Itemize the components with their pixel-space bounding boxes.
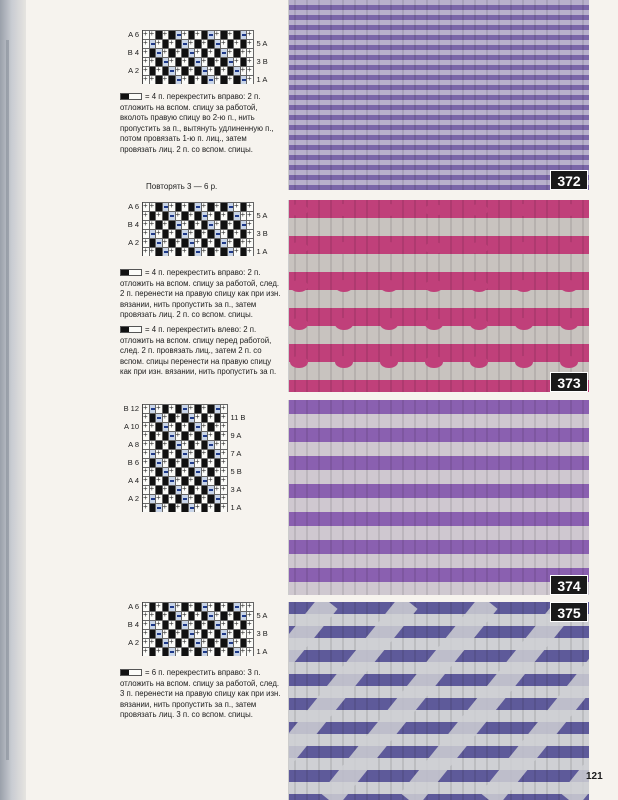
cable-bump	[380, 204, 398, 216]
row-label-left: B 6	[127, 458, 139, 467]
description-text: = 6 п. перекрестить вправо: 3 п. отложить на вспом. спицу за работой, след. 3 п. перенести на правую спицу как при изн. вязании, нить пропустить за п., затем провязать лиц. 3 п. со вспом. спицы.	[120, 668, 281, 720]
stitch-grid-row	[142, 404, 228, 413]
stitch-cell	[221, 503, 228, 512]
row-label-left: A 2	[128, 66, 139, 75]
stitch-grid-row	[142, 75, 254, 84]
swatch-374	[288, 400, 588, 595]
cable-bump	[290, 318, 308, 330]
pattern-number-375: 375	[550, 602, 588, 622]
cross-left-symbol-icon	[120, 326, 142, 333]
stitch-grid-row	[142, 647, 254, 656]
repeat-note: Повторять 3 — 6 р.	[146, 182, 218, 191]
cable-bump	[290, 280, 308, 292]
row-label-right: 9 A	[230, 431, 242, 440]
cable-bump	[290, 204, 308, 216]
knit-swatch-372-image	[289, 0, 589, 190]
cross-right-symbol-icon	[120, 93, 142, 100]
cable-bump	[335, 280, 353, 292]
chart-row	[120, 75, 290, 84]
pattern-373-description-2	[120, 325, 282, 378]
knit-swatch-374-image	[289, 400, 589, 595]
pattern-375-chart-section	[120, 602, 290, 721]
swatch-375	[288, 602, 588, 800]
row-label-left: A 6	[128, 202, 139, 211]
cable-bump	[515, 280, 533, 292]
stitch-grid-row	[142, 247, 254, 256]
description-text: = 4 п. перекрестить вправо: 2 п. отложить на вспом. спицу за работой, след. 2 п. перенести на правую спицу как при изн. вязании, нить пропустить за п., затем провязать лиц. 2 п. со вспом. спицы.	[120, 268, 281, 320]
binding-stripe	[6, 40, 9, 760]
stitch-grid-row	[142, 485, 228, 494]
pattern-373-description-1	[120, 268, 282, 321]
cable-bump	[470, 280, 488, 292]
row-label-right: 3 B	[256, 229, 268, 238]
row-label-left: A 10	[123, 422, 139, 431]
row-label-right: 1 A	[256, 647, 268, 656]
cable-bump	[380, 356, 398, 368]
knit-swatch-375-image	[289, 602, 589, 800]
stitch-cell	[247, 647, 254, 656]
cable-bump	[425, 280, 443, 292]
row-label-right: 1 A	[256, 75, 268, 84]
pattern-372-description	[120, 92, 282, 156]
row-label-right: 1 A	[230, 503, 242, 512]
cable-bump	[515, 242, 533, 254]
row-label-right: 5 A	[256, 39, 268, 48]
cable-bump	[380, 242, 398, 254]
row-label-left: A 6	[128, 602, 139, 611]
pattern-372-chart-section	[120, 30, 290, 156]
row-label-left: A 6	[128, 30, 139, 39]
description-text: = 4 п. перекрестить вправо: 2 п. отложить на вспом. спицу за работой, вколоть правую спицу во 2-ю п., нить пропустить за п., вытянуть удлиненную п., потом провязать 1-ю п. лиц., затем провязать лиц. 2 п. со вспом. спицы.	[120, 92, 274, 154]
chart-372	[120, 30, 290, 84]
cable-bump	[560, 356, 578, 368]
cable-bump	[425, 318, 443, 330]
stitch-grid-row	[142, 440, 228, 449]
stitch-grid-row	[142, 467, 228, 476]
row-label-right: 3 B	[256, 57, 268, 66]
row-label-right: 1 A	[256, 247, 268, 256]
cable-bump	[335, 356, 353, 368]
swatch-373	[288, 200, 588, 392]
cable-bump	[470, 318, 488, 330]
cable-bump	[515, 318, 533, 330]
pattern-number-374: 374	[550, 575, 588, 595]
row-label-left: A 2	[128, 494, 139, 503]
row-label-right: 5 A	[256, 211, 268, 220]
cable-bump	[290, 356, 308, 368]
description-text: = 4 п. перекрестить влево: 2 п. отложить на вспом. спицу перед работой, след. 2 п. провязать лиц., затем 2 п. со вспом. спицы перенести на правую спицу как при изн. вязании, нить пропустить за п.	[120, 324, 277, 377]
row-label-left: B 4	[127, 48, 139, 57]
stitch-grid-row	[142, 449, 228, 458]
row-label-left: B 4	[127, 620, 139, 629]
knit-swatch-373-image	[289, 200, 589, 392]
pattern-374-chart-section	[120, 404, 290, 512]
row-label-right: 11 B	[230, 413, 246, 422]
row-label-left: A 8	[128, 440, 139, 449]
stitch-cell	[247, 75, 254, 84]
row-label-left: A 4	[128, 476, 139, 485]
row-label-left: A 2	[128, 638, 139, 647]
row-label-left: B 12	[123, 404, 139, 413]
chart-375	[120, 602, 290, 656]
row-label-left: A 2	[128, 238, 139, 247]
cable-bump	[380, 280, 398, 292]
pattern-375-description	[120, 668, 282, 721]
cross-right-symbol-icon	[120, 269, 142, 276]
cable-bump	[290, 242, 308, 254]
cable-bump	[560, 318, 578, 330]
pattern-number-372: 372	[550, 170, 588, 190]
pattern-373-chart-section	[120, 202, 290, 378]
chart-374	[120, 404, 290, 512]
stitch-cell	[247, 247, 254, 256]
cable-bump	[335, 318, 353, 330]
pattern-number-373: 373	[550, 372, 588, 392]
row-label-right: 3 B	[256, 629, 268, 638]
cable-bump	[335, 242, 353, 254]
chart-373	[120, 202, 290, 256]
cable-bump	[560, 242, 578, 254]
cable-bump	[380, 318, 398, 330]
cable-bump	[425, 204, 443, 216]
cable-bump	[335, 204, 353, 216]
cross-six-right-symbol-icon	[120, 669, 142, 676]
chart-row	[120, 503, 290, 512]
cable-bump	[425, 242, 443, 254]
cable-bump	[470, 242, 488, 254]
cable-bump	[470, 204, 488, 216]
cable-bump	[515, 356, 533, 368]
stitch-grid-row	[142, 503, 228, 512]
page-gutter	[0, 0, 26, 800]
cable-bump	[470, 356, 488, 368]
row-label-right: 5 A	[256, 611, 268, 620]
cable-bump	[560, 280, 578, 292]
row-label-right: 7 A	[230, 449, 242, 458]
swatch-372	[288, 0, 588, 190]
cable-bump	[425, 356, 443, 368]
cable-bump	[560, 204, 578, 216]
row-label-right: 5 B	[230, 467, 242, 476]
chart-row	[120, 647, 290, 656]
cable-bump	[515, 204, 533, 216]
chart-row	[120, 247, 290, 256]
row-label-right: 3 A	[230, 485, 242, 494]
stitch-grid-row	[142, 422, 228, 431]
row-label-left: B 4	[127, 220, 139, 229]
stitch-grid-row	[142, 494, 228, 503]
page-number: 121	[586, 771, 603, 782]
